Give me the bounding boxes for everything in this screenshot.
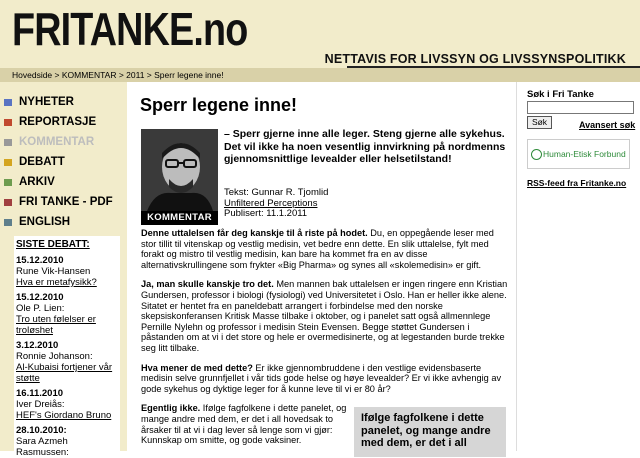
- main-nav: [4, 92, 124, 232]
- debate-link[interactable]: Hva er metafysikk?: [16, 277, 97, 288]
- paragraph: [141, 363, 511, 395]
- nav-item-label: FRI TANKE - PDF: [19, 196, 113, 208]
- debate-link[interactable]: Al-Kubaisi fortjener vår støtte: [16, 362, 113, 384]
- breadcrumb[interactable]: Hovedside > KOMMENTAR > 2011 > Sperr legene inne!: [0, 68, 640, 82]
- nav-item-label: REPORTASJE: [19, 116, 97, 128]
- debate-author: Rune Vik-Hansen: [16, 266, 91, 277]
- nav-item-pdf[interactable]: [4, 192, 124, 212]
- search-label: Søk i Fri Tanke: [527, 89, 594, 100]
- article: [127, 82, 516, 451]
- debate-date: 28.10.2010:: [16, 425, 67, 436]
- author-photo: [141, 129, 218, 225]
- nav-square-icon: [4, 99, 12, 106]
- nav-square-icon: [4, 199, 12, 206]
- site-tagline: NETTAVIS FOR LIVSSYN OG LIVSSYNSPOLITIKK: [324, 52, 626, 66]
- paragraph-text: Du, en oppegående leser med stor tillit til vitenskap og vestlig medisin, vet bedre enn dette. En slik uttalelse, fylt med forakt og mistro til vestlig medisin, kan bare ha kommet fra en av disse alternativskrullingene som frykter «Big Pharma» og synes all «skolemedisin» er gift.: [141, 228, 494, 270]
- paragraph-text: Ifølge fagfolkene i dette panelet, og mange andre med dem, er det i all hovedsak to årsaker til at vi i dag lever så lenge som vi gjør: Kunnskap om smitte, og gode vaksiner.: [141, 403, 347, 446]
- list-item: [16, 340, 118, 384]
- paragraph: [141, 403, 353, 445]
- hef-banner[interactable]: [527, 139, 630, 169]
- hef-logo-text: Human-Etisk Forbund: [543, 149, 626, 159]
- latest-debate-title[interactable]: SISTE DEBATT:: [16, 239, 90, 250]
- paragraph-lead: Ja, man skulle kanskje tro det.: [141, 279, 274, 290]
- byline-published: Publisert: 11.1.2011: [224, 208, 308, 219]
- paragraph: [141, 228, 511, 270]
- nav-square-icon: [4, 139, 12, 146]
- paragraph-text: Er ikke gjennombruddene i den vestlige evidensbaserte medisin selve grunnfjellet i vår tids gode helse og høye levealder? Er vi ikke avhengig av gode sykehus og dyktige leger for å kunne leve til vi er 80 år?: [141, 362, 502, 394]
- nav-item-label: ENGLISH: [19, 216, 71, 228]
- paragraph-lead: Egentlig ikke.: [141, 403, 201, 414]
- nav-square-icon: [4, 219, 12, 226]
- site-logo[interactable]: FRITANKE.no: [12, 3, 248, 55]
- list-item: [16, 425, 118, 458]
- nav-item-label: KOMMENTAR: [19, 136, 95, 148]
- list-item: [16, 255, 118, 288]
- nav-item-nyheter[interactable]: [4, 92, 124, 112]
- rss-feed-link[interactable]: RSS-feed fra Fritanke.no: [527, 178, 627, 188]
- hef-logo-icon: [531, 149, 542, 160]
- nav-square-icon: [4, 179, 12, 186]
- debate-author: Ronnie Johanson:: [16, 351, 93, 362]
- debate-link[interactable]: HEF's Giordano Bruno: [16, 410, 112, 421]
- masthead: [0, 0, 640, 68]
- debate-date: 15.12.2010: [16, 255, 64, 266]
- photo-label: KOMMENTAR: [141, 211, 218, 225]
- nav-item-debatt[interactable]: [4, 152, 124, 172]
- article-lead: – Sperr gjerne inne alle leger. Steng gjerne alle sykehus. Det vil ikke ha noen vesentlig innvirkning på nordmenns gjennomsnittlige levealder eller helsetilstand!: [224, 128, 506, 165]
- left-sidebar: [0, 82, 127, 458]
- paragraph-text: Men mannen bak uttalelsen er ingen ringere enn Kristian Gundersen, professor i biologi (fysiologi) ved Universitetet i Oslo. Han er heller ikke alene. Sitatet er hentet fra en paneldebatt arrangert i forbindelse med den norske skepsiskonferansen Kritisk Masse tilbake i oktober, og i panelet satt også allmennlege Pernille Nylehn og professor i medisin Stein Evensen. Begge støttet Gundersen i påstanden om at vi i det store og hele er overmedisinerte, og at legestanden burde trekke seg litt tilbake.: [141, 279, 508, 353]
- search-button[interactable]: Søk: [527, 116, 552, 129]
- paragraph-lead: Denne uttalelsen får deg kanskje til å riste på hodet.: [141, 228, 368, 238]
- byline-author: Tekst: Gunnar R. Tjomlid: [224, 187, 329, 198]
- article-title: Sperr legene inne!: [140, 95, 298, 115]
- latest-debate-box: [14, 236, 120, 458]
- list-item: [16, 388, 118, 421]
- debate-author: Sara Azmeh Rasmussen:: [16, 436, 69, 458]
- advanced-search-link[interactable]: Avansert søk: [579, 120, 636, 130]
- debate-link[interactable]: Tro uten følelser er troløshet: [16, 314, 96, 336]
- nav-item-english[interactable]: [4, 212, 124, 232]
- byline-source-link[interactable]: Unfiltered Perceptions: [224, 197, 318, 209]
- nav-item-label: DEBATT: [19, 156, 65, 168]
- debate-author: Iver Dreiås:: [16, 399, 65, 410]
- nav-item-arkiv[interactable]: [4, 172, 124, 192]
- nav-item-kommentar[interactable]: [4, 132, 124, 152]
- article-byline: [224, 188, 328, 220]
- nav-square-icon: [4, 119, 12, 126]
- debate-date: 3.12.2010: [16, 340, 59, 351]
- nav-item-label: NYHETER: [19, 96, 74, 108]
- pull-quote: Ifølge fagfolkene i dette panelet, og mange andre med dem, er det i all: [354, 407, 506, 457]
- debate-date: 15.12.2010: [16, 292, 64, 303]
- paragraph-lead: Hva mener de med dette?: [141, 362, 253, 373]
- search-input[interactable]: [527, 101, 634, 114]
- debate-date: 16.11.2010: [16, 388, 64, 399]
- debate-author: Ole P. Lien:: [16, 303, 65, 314]
- nav-item-label: ARKIV: [19, 176, 55, 188]
- author-portrait-icon: [141, 129, 218, 211]
- paragraph: [141, 279, 511, 353]
- right-sidebar: [516, 82, 640, 451]
- nav-item-reportasje[interactable]: [4, 112, 124, 132]
- list-item: [16, 292, 118, 336]
- nav-square-icon: [4, 159, 12, 166]
